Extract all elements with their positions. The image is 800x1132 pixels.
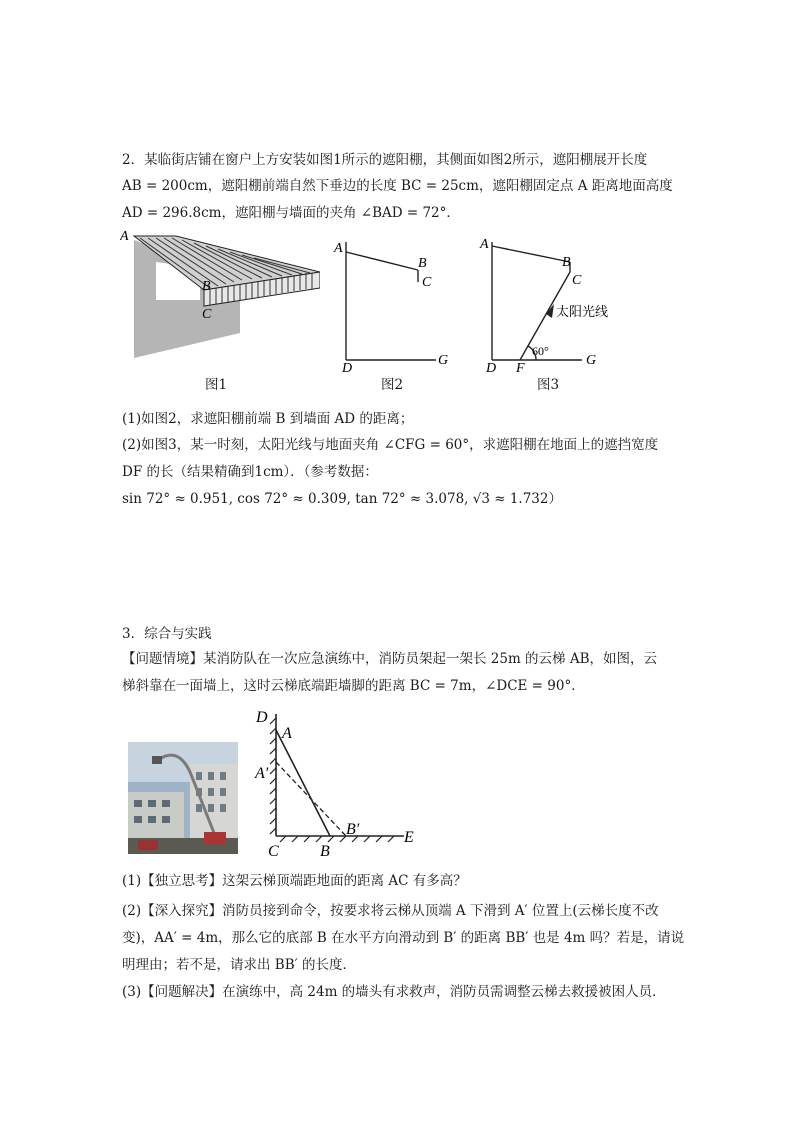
ladder-label-b: B bbox=[320, 843, 330, 859]
ladder-label-a: A bbox=[282, 725, 292, 742]
q2-part-1: (1)如图2，求遮阳棚前端 B 到墙面 AD 的距离； bbox=[122, 411, 414, 427]
q2-part-2-line-1: (2)如图3，某一时刻，太阳光线与地面夹角 ∠CFG = 60°，求遮阳棚在地面上的遮挡宽度 bbox=[122, 437, 659, 453]
fig3-label-d: D bbox=[486, 361, 497, 372]
fig2-caption: 图2 bbox=[381, 377, 404, 393]
fig3-sunlight-label: 太阳光线 bbox=[556, 304, 608, 319]
fig1-label-b: B bbox=[202, 279, 211, 294]
ladder-diagram bbox=[254, 704, 429, 859]
fig1-label-a: A bbox=[120, 229, 129, 244]
q2-line-3: AD = 296.8cm，遮阳棚与墙面的夹角 ∠BAD = 72°． bbox=[122, 205, 460, 221]
fig3-label-b: B bbox=[562, 255, 571, 270]
ladder-label-d: D bbox=[256, 709, 268, 726]
fig3-angle-label: 60° bbox=[532, 344, 549, 358]
q2-line-2: AB = 200cm，遮阳棚前端自然下垂边的长度 BC = 25cm，遮阳棚固定点 A 距离地面高度 bbox=[122, 178, 673, 194]
ladder-label-b-prime: B′ bbox=[346, 821, 360, 838]
q3-part-1: (1)【独立思考】这架云梯顶端距地面的距离 AC 有多高？ bbox=[122, 873, 467, 889]
fig2-label-g: G bbox=[438, 353, 449, 368]
fig2-label-a: A bbox=[334, 241, 343, 256]
fig2-label-b: B bbox=[418, 256, 427, 271]
figure-1-awning bbox=[120, 228, 320, 363]
fig3-label-c: C bbox=[572, 273, 582, 288]
ladder-label-c: C bbox=[268, 843, 279, 859]
fig1-label-c: C bbox=[202, 307, 212, 322]
q3-part-2-line-1: (2)【深入探究】消防员接到命令，按要求将云梯从顶端 A 下滑到 A′ 位置上(云梯长度不改 bbox=[122, 903, 659, 919]
q2-part-2-line-2: DF 的长（结果精确到1cm）．（参考数据： bbox=[122, 464, 378, 480]
figure-2-side-view bbox=[330, 232, 460, 372]
fig3-label-f: F bbox=[516, 361, 525, 372]
fig3-label-g: G bbox=[586, 353, 597, 368]
fig1-caption: 图1 bbox=[205, 377, 228, 393]
fig2-label-c: C bbox=[422, 275, 432, 290]
q2-reference-data: sin 72° ≈ 0.951, cos 72° ≈ 0.309, tan 72° ≈ 3.078, √3 ≈ 1.732） bbox=[122, 491, 562, 507]
q3-line-1: 【问题情境】某消防队在一次应急演练中，消防员架起一架长 25m 的云梯 AB，如图，云 bbox=[122, 651, 658, 667]
ladder-label-a-prime: A′ bbox=[255, 765, 269, 782]
fig3-caption: 图3 bbox=[537, 377, 560, 393]
q3-part-2-line-2: 变)，AA′ = 4m，那么它的底部 B 在水平方向滑动到 B′ 的距离 BB′ 也是 4m 吗？若是，请说 bbox=[122, 930, 685, 946]
q3-line-2: 梯斜靠在一面墙上，这时云梯底端距墙脚的距离 BC = 7m，∠DCE = 90°． bbox=[122, 678, 585, 694]
ladder-label-e: E bbox=[404, 829, 414, 846]
figure-3-sunlight bbox=[478, 232, 608, 372]
q2-line-1: 2．某临街店铺在窗户上方安装如图1所示的遮阳棚，其侧面如图2所示，遮阳棚展开长度 bbox=[122, 152, 648, 168]
q3-part-2-line-3: 明理由；若不是，请求出 BB′ 的长度． bbox=[122, 957, 356, 973]
fig3-label-a: A bbox=[480, 237, 489, 252]
fire-ladder-photo bbox=[128, 742, 238, 854]
q3-part-3: (3)【问题解决】在演练中，高 24m 的墙头有求救声，消防员需调整云梯去救援被困人员． bbox=[122, 984, 666, 1000]
fig2-label-d: D bbox=[342, 361, 353, 372]
q3-title: 3．综合与实践 bbox=[122, 626, 212, 642]
